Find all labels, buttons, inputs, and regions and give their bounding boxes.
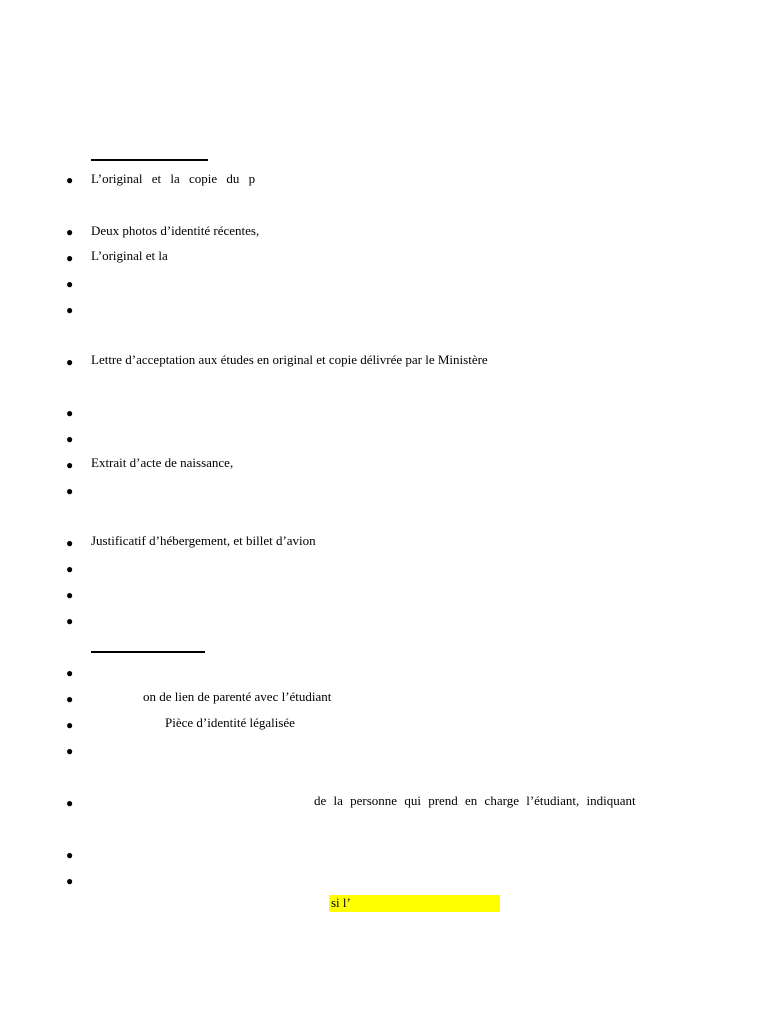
bullet: ●: [66, 277, 74, 291]
bullet: ●: [66, 744, 74, 758]
highlighted-text: si l’: [331, 895, 351, 910]
bullet: ●: [66, 406, 74, 420]
bullet: ●: [66, 666, 74, 680]
bullet: ●: [66, 692, 74, 706]
bullet: ●: [66, 848, 74, 862]
bullet: ●: [66, 458, 74, 472]
bullet: ●: [66, 536, 74, 550]
bullet: ●: [66, 173, 74, 187]
list-item: Extrait d’acte de naissance,: [91, 455, 234, 470]
bullet: ●: [66, 484, 74, 498]
bullet: ●: [66, 355, 74, 369]
list-item: Justificatif d’hébergement, et billet d’avion: [91, 533, 316, 548]
bullet: ●: [66, 588, 74, 602]
list-item: on de lien de parenté avec l’étudiant: [143, 689, 332, 704]
bullet: ●: [66, 251, 74, 265]
bullet: ●: [66, 225, 74, 239]
section-heading-underline: [91, 651, 205, 653]
section-heading-underline: [91, 159, 208, 161]
list-item: Pièce d’identité légalisée: [165, 715, 295, 730]
bullet: ●: [66, 874, 74, 888]
list-item: Deux photos d’identité récentes,: [91, 223, 260, 238]
bullet: ●: [66, 562, 74, 576]
list-item: L’original et la: [91, 248, 168, 263]
text-highlight: [329, 895, 500, 912]
bullet: ●: [66, 303, 74, 317]
list-item: Lettre d’acceptation aux études en original et copie délivrée par le Ministère: [91, 352, 488, 367]
list-item: de la personne qui prend en charge l’étudiant, indiquant: [314, 793, 636, 808]
bullet: ●: [66, 796, 74, 810]
bullet: ●: [66, 718, 74, 732]
list-item: L’original et la copie du p: [91, 171, 256, 186]
bullet: ●: [66, 432, 74, 446]
bullet: ●: [66, 614, 74, 628]
